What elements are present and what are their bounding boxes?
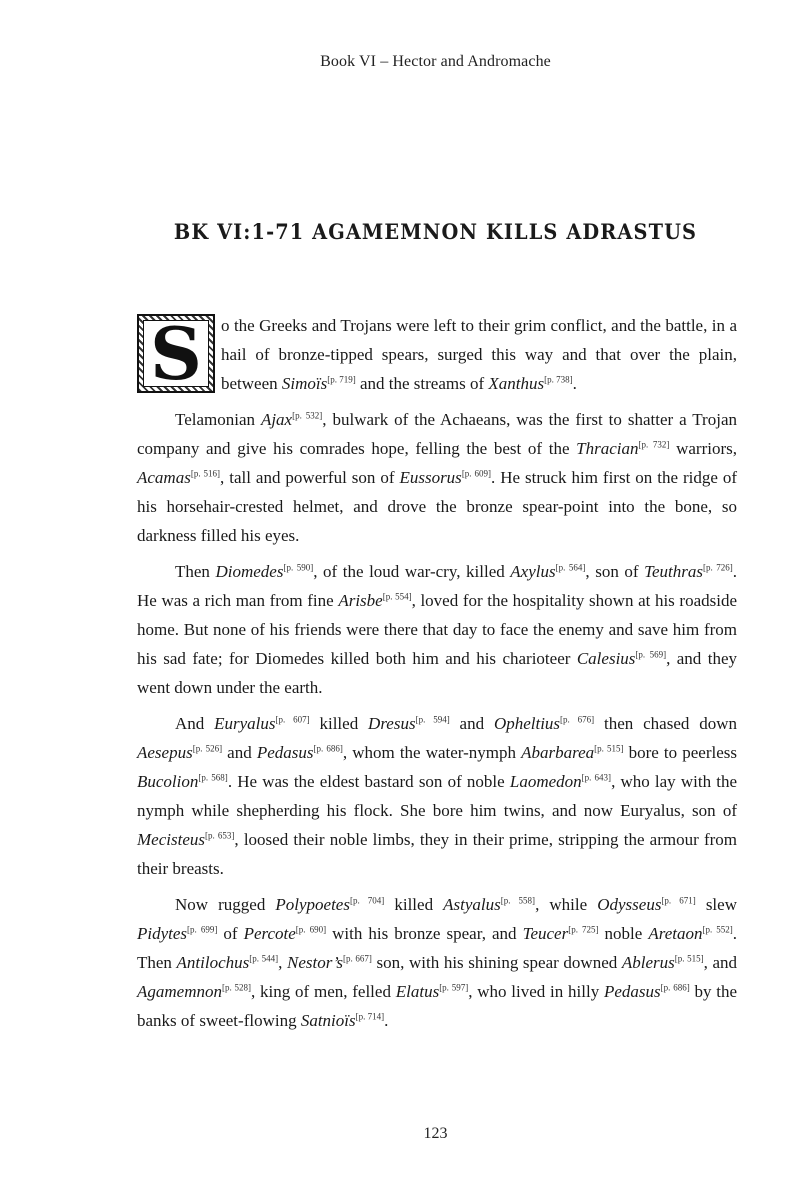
page-reference: [p. 643] — [581, 772, 612, 783]
paragraph-5 — [137, 890, 737, 1035]
page-reference: [p. 653] — [204, 830, 235, 841]
proper-name: Acamas — [137, 468, 191, 487]
page-reference: [p. 725] — [568, 924, 599, 935]
drop-cap-letter: S — [150, 310, 202, 396]
page-reference: [p. 526] — [192, 743, 223, 754]
text-run: then chased down — [594, 714, 737, 733]
page-reference: [p. 671] — [661, 895, 696, 906]
text-run: Telamonian — [175, 410, 261, 429]
proper-name: Teucer — [522, 924, 569, 943]
text-run: and — [449, 714, 494, 733]
text-run: . — [572, 374, 577, 393]
text-run: , who lived in hilly — [468, 982, 604, 1001]
proper-name: Euryalus — [214, 714, 276, 733]
text-run: , and — [703, 953, 737, 972]
text-run: , who lay with the nymph while shepherding his flock. She bore him twins, and now Euryalus, son of — [137, 772, 738, 820]
text-run: and — [222, 743, 257, 762]
drop-cap-ornament — [137, 310, 215, 396]
page-reference: [p. 732] — [638, 439, 670, 450]
page-reference: [p. 554] — [382, 591, 412, 602]
text-run: of — [217, 924, 244, 943]
page-reference: [p. 532] — [292, 410, 323, 421]
text-run: noble — [598, 924, 649, 943]
proper-name: Bucolion — [137, 772, 199, 791]
page-reference: [p. 676] — [560, 714, 595, 725]
page-reference: [p. 515] — [674, 953, 704, 964]
text-run: killed — [309, 714, 369, 733]
page-reference: [p. 690] — [295, 924, 327, 935]
text-run: , and they went down under the earth. — [137, 649, 737, 697]
paragraph-1-text — [221, 316, 737, 393]
paragraph-4 — [137, 709, 737, 883]
running-head: Book VI – Hector and Andromache — [320, 53, 551, 70]
proper-name: Mecisteus — [137, 830, 205, 849]
page-reference: [p. 528] — [221, 982, 252, 993]
page-reference: [p. 686] — [660, 982, 690, 993]
page-reference: [p. 552] — [702, 924, 733, 935]
proper-name: Teuthras — [644, 562, 703, 581]
page-reference: [p. 607] — [275, 714, 310, 725]
proper-name: Aretaon — [648, 924, 703, 943]
drop-cap-frame — [143, 310, 209, 396]
text-run: . He was a rich man from fine — [137, 562, 738, 610]
text-run: , tall and powerful son of — [220, 468, 400, 487]
text-run: son, with his shining spear downed — [371, 953, 622, 972]
proper-name: Agamemnon — [137, 982, 222, 1001]
proper-name: Polypoetes — [275, 895, 350, 914]
text-run: and the streams of — [355, 374, 489, 393]
page-reference: [p. 516] — [190, 468, 221, 479]
page-reference: [p. 738] — [544, 374, 573, 385]
page-reference: [p. 714] — [355, 1011, 385, 1022]
page-reference: [p. 667] — [343, 953, 372, 964]
text-run: . He struck him first on the ridge of his horsehair-crested helmet, and drove the bronze spear-point into the bone, so darkness filled his eyes. — [137, 468, 737, 545]
text-run: , loved for the hospitality shown at his roadside home. But none of his friends were there that day to face the enemy and save him from his sad fate; for Diomedes killed both him and his charioteer — [137, 591, 738, 668]
page-reference: [p. 609] — [461, 468, 492, 479]
proper-name: Diomedes — [215, 562, 284, 581]
page-reference: [p. 564] — [555, 562, 586, 573]
proper-name: Percote — [243, 924, 296, 943]
text-run: with his bronze spear, and — [326, 924, 523, 943]
proper-name: Antilochus — [176, 953, 250, 972]
proper-name: Arisbe — [338, 591, 383, 610]
proper-name: Ajax — [260, 410, 293, 429]
page-reference: [p. 719] — [327, 374, 356, 385]
page-reference: [p. 590] — [283, 562, 314, 573]
text-run: . Then — [137, 924, 738, 972]
text-run: , loosed their noble limbs, they in their prime, stripping the armour from their breasts. — [137, 830, 737, 878]
proper-name: Nestor’s — [286, 953, 344, 972]
text-run: . He was the eldest bastard son of noble — [227, 772, 510, 791]
paragraph-2 — [137, 405, 737, 550]
proper-name: Dresus — [368, 714, 416, 733]
page-reference: [p. 544] — [249, 953, 279, 964]
proper-name: Aesepus — [137, 743, 193, 762]
text-run: , while — [535, 895, 598, 914]
proper-name: Simoïs — [281, 374, 328, 393]
proper-name: Pidytes — [137, 924, 188, 943]
page-reference: [p. 686] — [313, 743, 343, 754]
proper-name: Pedasus — [604, 982, 661, 1001]
proper-name: Ablerus — [621, 953, 675, 972]
text-run: , king of men, felled — [251, 982, 396, 1001]
text-run: Then — [175, 562, 216, 581]
proper-name: Pedasus — [256, 743, 314, 762]
paragraph-1 — [137, 311, 737, 398]
chapter-title: BK VI:1-71 AGAMEMNON KILLS ADRASTUS — [173, 219, 698, 244]
page-reference: [p. 699] — [187, 924, 218, 935]
text-run: , son of — [585, 562, 645, 581]
proper-name: Opheltius — [493, 714, 561, 733]
text-run: o the Greeks and Trojans were left to their grim conflict, and the battle, in a hail of bronze-tipped spears, surged this way and that over the plain, between — [221, 316, 737, 393]
page-reference: [p. 568] — [198, 772, 228, 783]
proper-name: Satnioïs — [300, 1011, 356, 1030]
text-run: slew — [695, 895, 737, 914]
page-reference: [p. 704] — [349, 895, 385, 906]
proper-name: Calesius — [576, 649, 636, 668]
page-reference: [p. 594] — [415, 714, 450, 725]
proper-name: Odysseus — [597, 895, 662, 914]
page-reference: [p. 515] — [594, 743, 624, 754]
text-run: , of the loud war-cry, killed — [313, 562, 511, 581]
proper-name: Axylus — [510, 562, 556, 581]
proper-name: Abarbarea — [521, 743, 595, 762]
text-run: warriors, — [669, 439, 737, 458]
page-reference: [p. 597] — [439, 982, 469, 993]
page-reference: [p. 569] — [635, 649, 667, 660]
text-run: . — [384, 1011, 389, 1030]
text-run: Now rugged — [175, 895, 276, 914]
body-text — [137, 311, 737, 1042]
proper-name: Xanthus — [488, 374, 545, 393]
proper-name: Laomedon — [509, 772, 582, 791]
proper-name: Thracian — [576, 439, 639, 458]
paragraph-3 — [137, 557, 737, 702]
proper-name: Eussorus — [399, 468, 462, 487]
page-reference: [p. 726] — [702, 562, 733, 573]
text-run: And — [175, 714, 215, 733]
text-run: killed — [384, 895, 444, 914]
text-run: , whom the water-nymph — [342, 743, 522, 762]
text-run: , — [278, 953, 287, 972]
page-reference: [p. 558] — [500, 895, 536, 906]
text-run: by the banks of sweet-flowing — [137, 982, 738, 1030]
proper-name: Elatus — [395, 982, 440, 1001]
text-run: bore to peerless — [623, 743, 738, 762]
text-run: , bulwark of the Achaeans, was the first to shatter a Trojan company and give his comrades hope, felling the best of the — [137, 410, 737, 458]
page-number: 123 — [423, 1125, 448, 1142]
proper-name: Astyalus — [443, 895, 501, 914]
